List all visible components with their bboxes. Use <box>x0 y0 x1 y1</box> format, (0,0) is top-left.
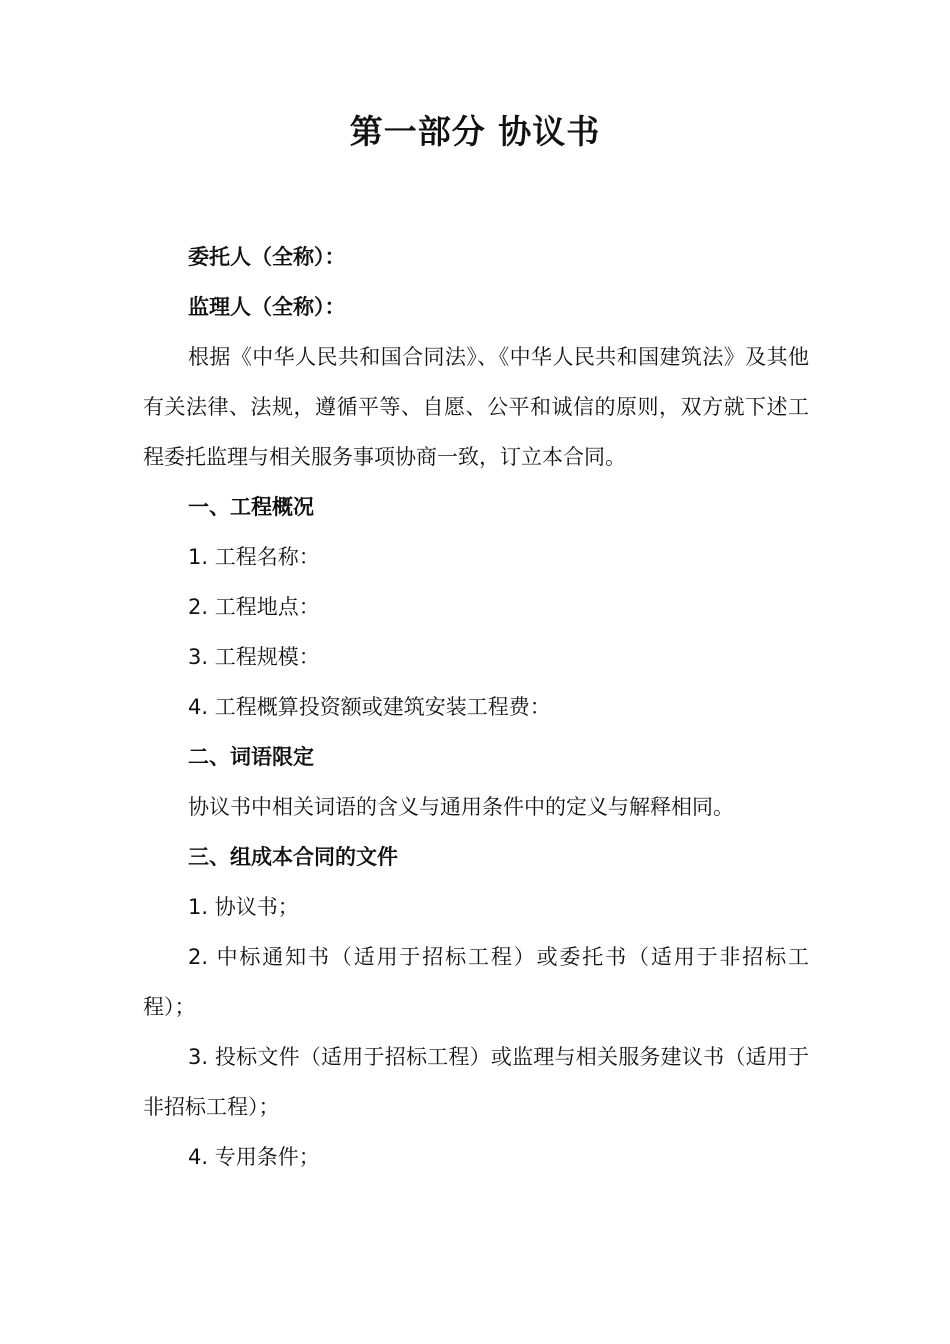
section-heading-contract-documents: 三、组成本合同的文件 <box>188 845 398 869</box>
list-item-project-name: 1. 工程名称： <box>188 545 320 569</box>
section-heading-project-overview: 一、工程概况 <box>188 495 314 519</box>
list-item-bid-documents: 3. 投标文件（适用于招标工程）或监理与相关服务建议书（适用于非招标工程）； <box>143 1045 809 1119</box>
supervisor-name-line: 监理人（全称）： <box>188 295 346 319</box>
page-title: 第一部分 协议书 <box>349 112 601 151</box>
list-item-agreement: 1. 协议书； <box>188 895 299 919</box>
list-item-project-scale: 3. 工程规模： <box>188 645 320 669</box>
preamble-paragraph: 根据《中华人民共和国合同法》、《中华人民共和国建筑法》及其他有关法律、法规，遵循平等、自愿、公平和诚信的原则，双方就下述工程委托监理与相关服务事项协商一致，订立本合同。 <box>143 345 809 469</box>
terms-paragraph: 协议书中相关词语的含义与通用条件中的定义与解释相同。 <box>188 795 734 819</box>
section-heading-terms: 二、词语限定 <box>188 745 314 769</box>
list-item-project-location: 2. 工程地点： <box>188 595 320 619</box>
list-item-project-investment: 4. 工程概算投资额或建筑安装工程费： <box>188 695 551 719</box>
client-name-line: 委托人（全称）： <box>188 245 346 269</box>
list-item-special-conditions: 4. 专用条件； <box>188 1145 320 1169</box>
document-body <box>143 232 809 1182</box>
list-item-award-notice: 2. 中标通知书（适用于招标工程）或委托书（适用于非招标工程）； <box>143 945 809 1019</box>
